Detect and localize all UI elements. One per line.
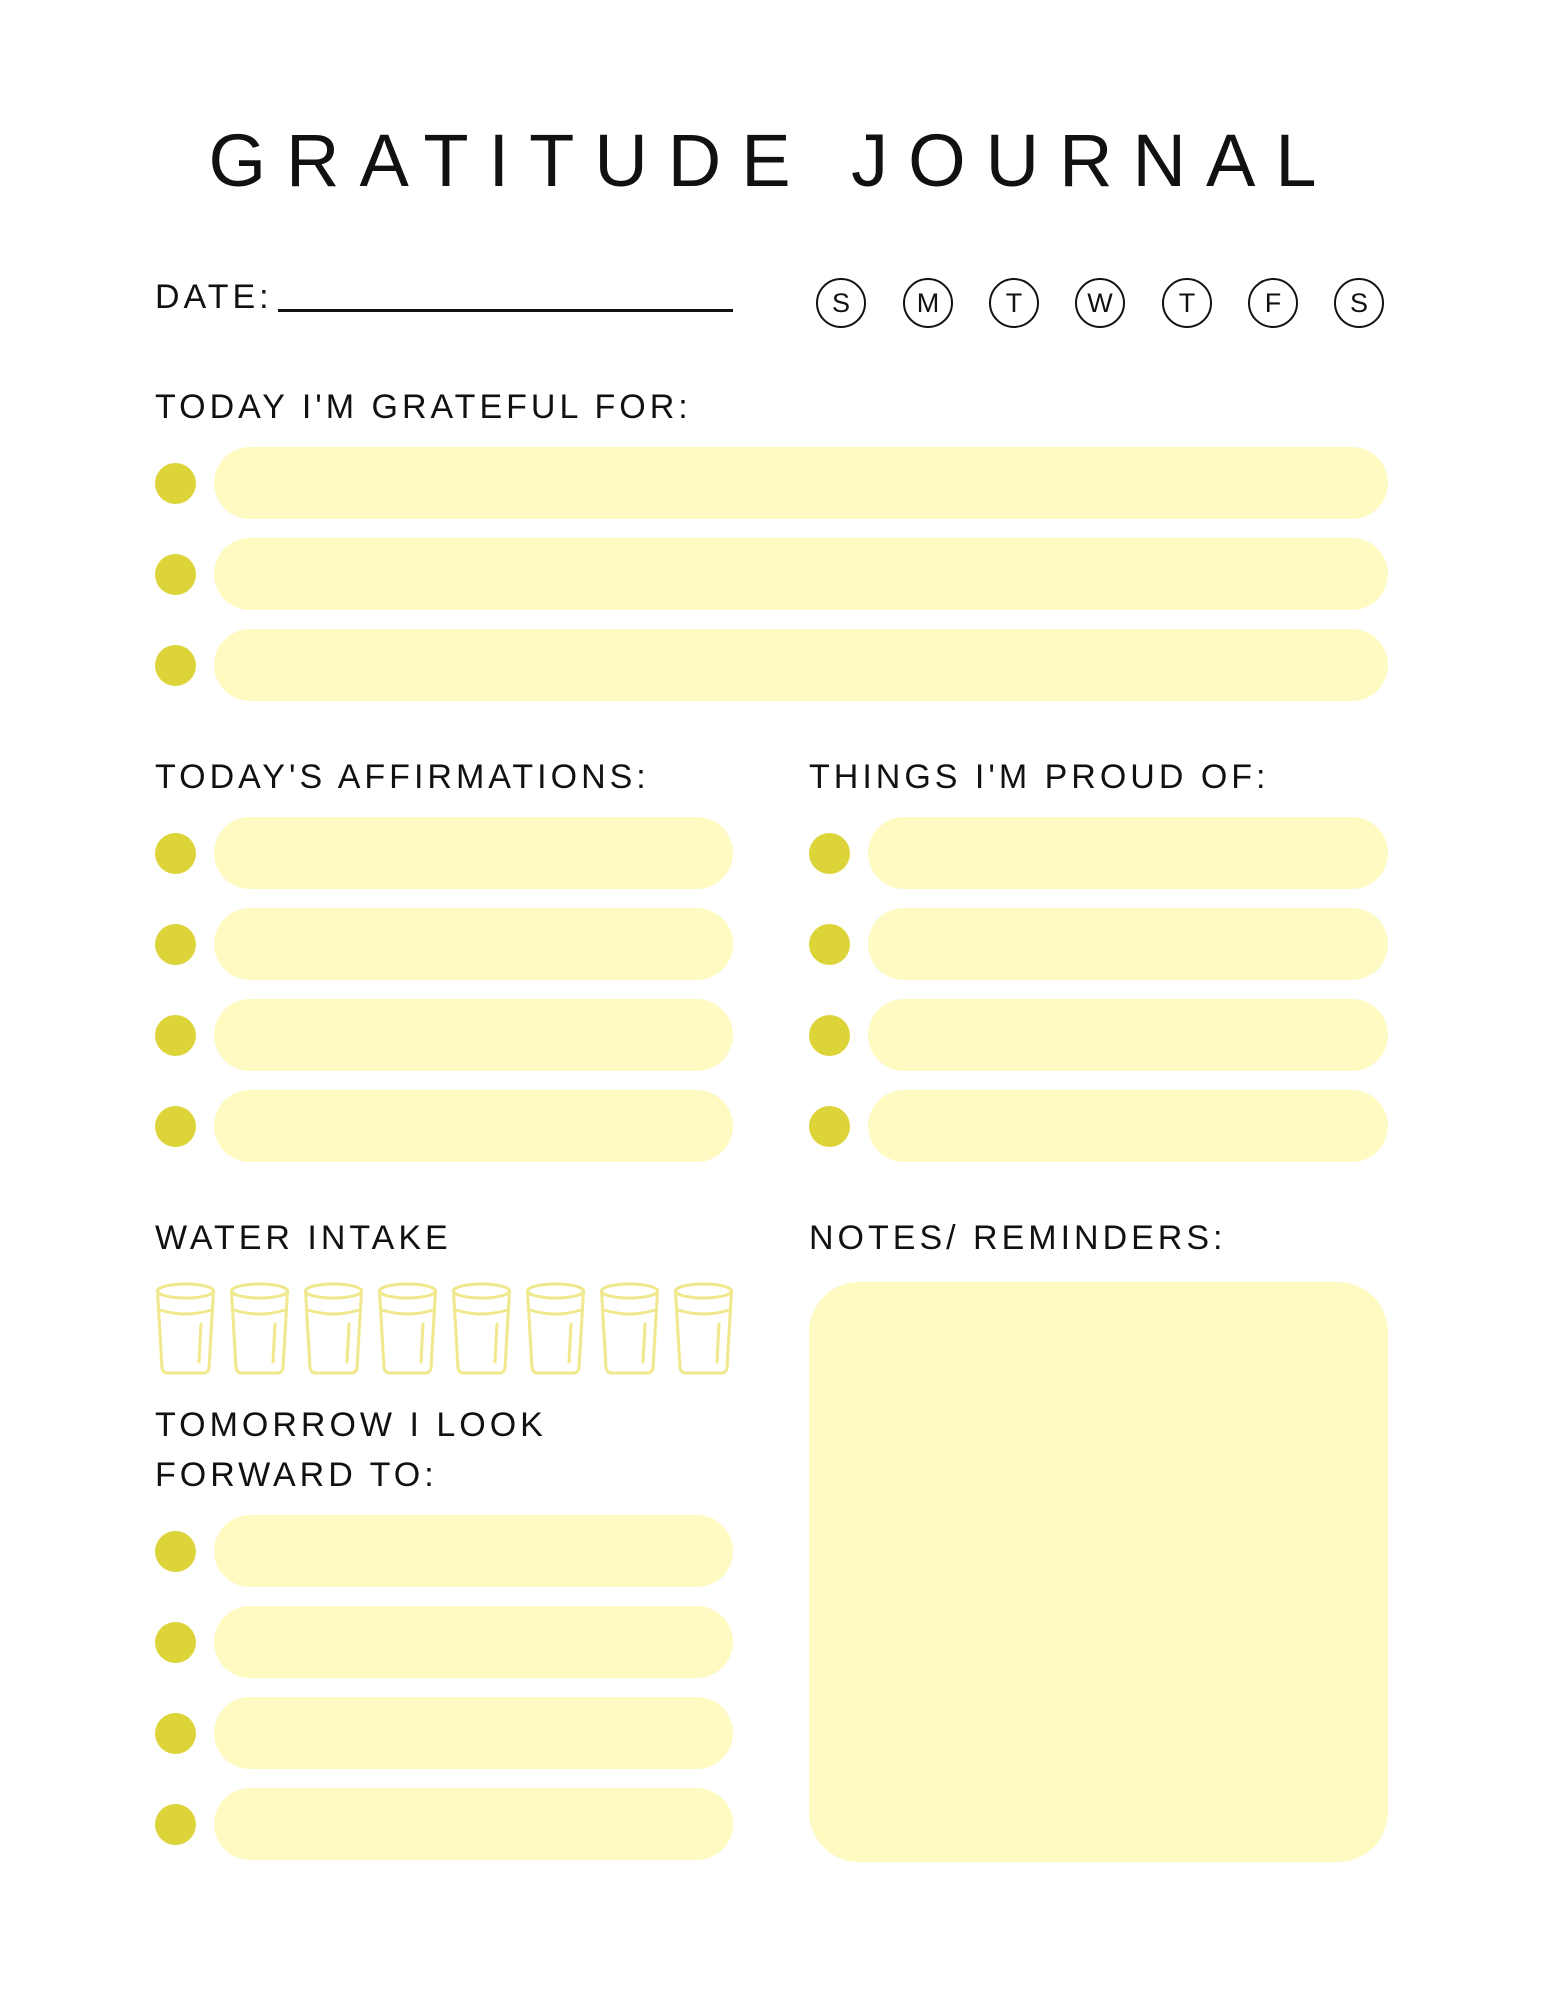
bullet-dot: [155, 1622, 196, 1663]
proud-field[interactable]: [868, 999, 1388, 1071]
water-glass-icon[interactable]: [599, 1282, 660, 1376]
water-glass-icon[interactable]: [155, 1282, 216, 1376]
affirmation-row: [155, 817, 733, 889]
bullet-dot: [155, 1804, 196, 1845]
tomorrow-row: [155, 1606, 733, 1678]
proud-row: [809, 1090, 1388, 1162]
day-thursday-circle[interactable]: T: [1162, 278, 1212, 328]
tomorrow-field[interactable]: [214, 1697, 733, 1769]
tomorrow-row: [155, 1788, 733, 1860]
bullet-dot: [155, 1015, 196, 1056]
grateful-row: [155, 538, 1388, 610]
proud-field[interactable]: [868, 817, 1388, 889]
water-glass-icon[interactable]: [377, 1282, 438, 1376]
day-sunday-circle[interactable]: S: [816, 278, 866, 328]
notes-box[interactable]: [809, 1282, 1388, 1862]
water-intake-heading: WATER INTAKE: [155, 1219, 452, 1257]
affirmation-field[interactable]: [214, 817, 733, 889]
day-wednesday-circle[interactable]: W: [1075, 278, 1125, 328]
bullet-dot: [155, 1531, 196, 1572]
tomorrow-field[interactable]: [214, 1515, 733, 1587]
date-label: DATE:: [155, 278, 273, 316]
water-glass-icon[interactable]: [451, 1282, 512, 1376]
affirmation-field[interactable]: [214, 908, 733, 980]
water-glass-icon[interactable]: [303, 1282, 364, 1376]
grateful-field[interactable]: [214, 538, 1388, 610]
bullet-dot: [155, 833, 196, 874]
proud-field[interactable]: [868, 908, 1388, 980]
bullet-dot: [809, 1106, 850, 1147]
grateful-field[interactable]: [214, 629, 1388, 701]
bullet-dot: [155, 554, 196, 595]
notes-heading: NOTES/ REMINDERS:: [809, 1219, 1227, 1257]
affirmation-row: [155, 908, 733, 980]
bullet-dot: [155, 924, 196, 965]
day-saturday-circle[interactable]: S: [1334, 278, 1384, 328]
affirmation-row: [155, 1090, 733, 1162]
day-monday-circle[interactable]: M: [903, 278, 953, 328]
grateful-row: [155, 629, 1388, 701]
affirmation-field[interactable]: [214, 1090, 733, 1162]
date-input-line[interactable]: [278, 309, 733, 312]
tomorrow-row: [155, 1697, 733, 1769]
day-friday-circle[interactable]: F: [1248, 278, 1298, 328]
water-glass-icon[interactable]: [673, 1282, 734, 1376]
bullet-dot: [155, 1713, 196, 1754]
affirmation-field[interactable]: [214, 999, 733, 1071]
bullet-dot: [809, 1015, 850, 1056]
proud-row: [809, 817, 1388, 889]
bullet-dot: [809, 924, 850, 965]
proud-field[interactable]: [868, 1090, 1388, 1162]
tomorrow-field[interactable]: [214, 1788, 733, 1860]
tomorrow-row: [155, 1515, 733, 1587]
bullet-dot: [809, 833, 850, 874]
bullet-dot: [155, 1106, 196, 1147]
grateful-row: [155, 447, 1388, 519]
affirmation-row: [155, 999, 733, 1071]
bullet-dot: [155, 463, 196, 504]
grateful-heading: TODAY I'M GRATEFUL FOR:: [155, 388, 692, 426]
affirmations-heading: TODAY'S AFFIRMATIONS:: [155, 758, 650, 796]
tomorrow-heading-line1: TOMORROW I LOOK: [155, 1406, 547, 1444]
proud-heading: THINGS I'M PROUD OF:: [809, 758, 1270, 796]
tomorrow-field[interactable]: [214, 1606, 733, 1678]
page-title: GRATITUDE JOURNAL: [208, 119, 1337, 202]
grateful-field[interactable]: [214, 447, 1388, 519]
water-glass-icon[interactable]: [525, 1282, 586, 1376]
tomorrow-heading-line2: FORWARD TO:: [155, 1456, 438, 1494]
proud-row: [809, 908, 1388, 980]
water-glass-icon[interactable]: [229, 1282, 290, 1376]
proud-row: [809, 999, 1388, 1071]
bullet-dot: [155, 645, 196, 686]
day-tuesday-circle[interactable]: T: [989, 278, 1039, 328]
